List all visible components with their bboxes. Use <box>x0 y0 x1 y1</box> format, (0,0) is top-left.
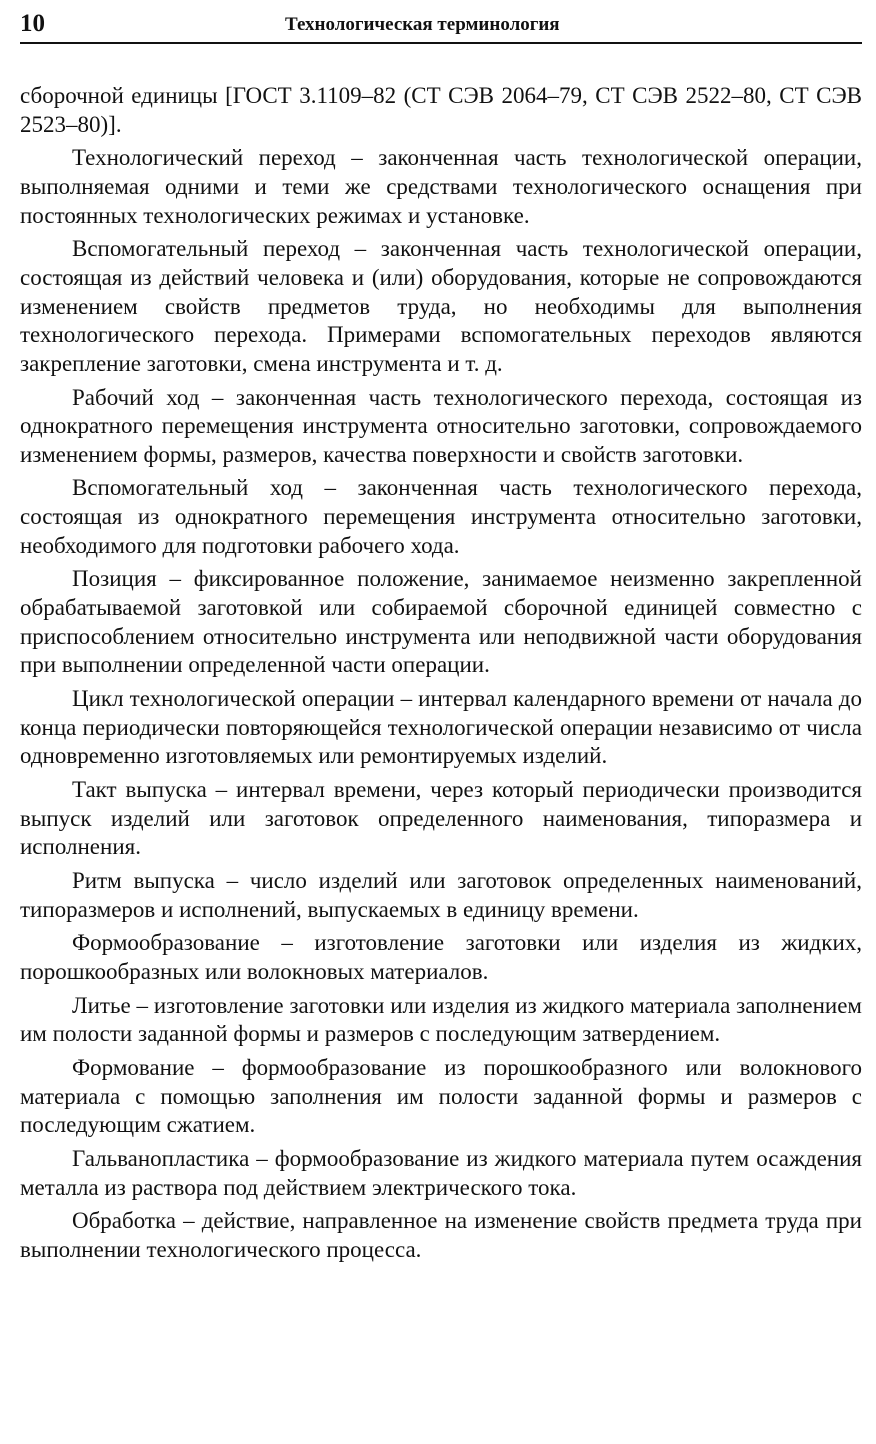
paragraph-auxiliary-step: Вспомогательный переход – законченная часть технологической операции, состоящая из действий человека и (или) оборудования, которые не сопровождаются изменением свойств предметов труда, но необходимы для выполнения технологического перехода. Примерами вспомогательных переходов являются закрепление заготовки, смена инструмента и т. д. <box>20 236 862 376</box>
body-text <box>20 82 862 1265</box>
paragraph-position: Позиция – фиксированное положение, занимаемое неизменно закрепленной обрабатываемой заготовкой или собираемой сборочной единицей совместно с приспособлением относительно инструмента или неподвижной части оборудования при выполнении определенной части операции. <box>20 566 862 678</box>
paragraph-molding: Формование – формообразование из порошкообразного или волокнового материала с помощью заполнения им полости заданной формы и размеров с последующим сжатием. <box>20 1055 862 1138</box>
paragraph-release-tact: Такт выпуска – интервал времени, через который периодически производится выпуск изделий или заготовок определенного наименования, типоразмера и исполнения. <box>20 776 862 860</box>
book-page <box>20 10 862 1270</box>
paragraph-continuation: сборочной единицы [ГОСТ 3.1109–82 (СТ СЭВ 2064–79, СТ СЭВ 2522–80, СТ СЭВ 2523–80)]. <box>20 83 862 137</box>
paragraph-shaping: Формообразование – изготовление заготовки или изделия из жидких, порошкообразных или волокновых материалов. <box>20 930 862 984</box>
paragraph-electroforming: Гальванопластика – формообразование из жидкого материала путем осаждения металла из раствора под действием электрического тока. <box>20 1146 862 1200</box>
paragraph-processing: Обработка – действие, направленное на изменение свойств предмета труда при выполнении технологического процесса. <box>20 1208 862 1262</box>
paragraph-release-rhythm: Ритм выпуска – число изделий или заготовок определенных наименований, типоразмеров и исполнений, выпускаемых в единицу времени. <box>20 867 862 922</box>
running-title: Технологическая терминология <box>285 14 560 35</box>
paragraph-operation-cycle: Цикл технологической операции – интервал календарного времени от начала до конца периодически повторяющейся технологической операции независимо от числа одновременно изготовляемых или ремонтируемых изделий. <box>20 686 862 769</box>
page-header <box>20 10 862 44</box>
paragraph-casting: Литье – изготовление заготовки или изделия из жидкого материала заполнением им полости заданной формы и размеров с последующим затвердением. <box>20 992 862 1047</box>
paragraph-auxiliary-stroke: Вспомогательный ход – законченная часть технологического перехода, состоящая из однократного перемещения инструмента относительно заготовки, необходимого для подготовки рабочего хода. <box>20 475 862 558</box>
page-number: 10 <box>20 10 45 37</box>
paragraph-technological-step: Технологический переход – законченная часть технологической операции, выполняемая одними и теми же средствами технологического оснащения при постоянных технологических режимах и установке. <box>20 145 862 228</box>
paragraph-working-stroke: Рабочий ход – законченная часть технологического перехода, состоящая из однократного перемещения инструмента относительно заготовки, сопровождаемого изменением формы, размеров, качества поверхности и свойств заготовки. <box>20 384 862 467</box>
